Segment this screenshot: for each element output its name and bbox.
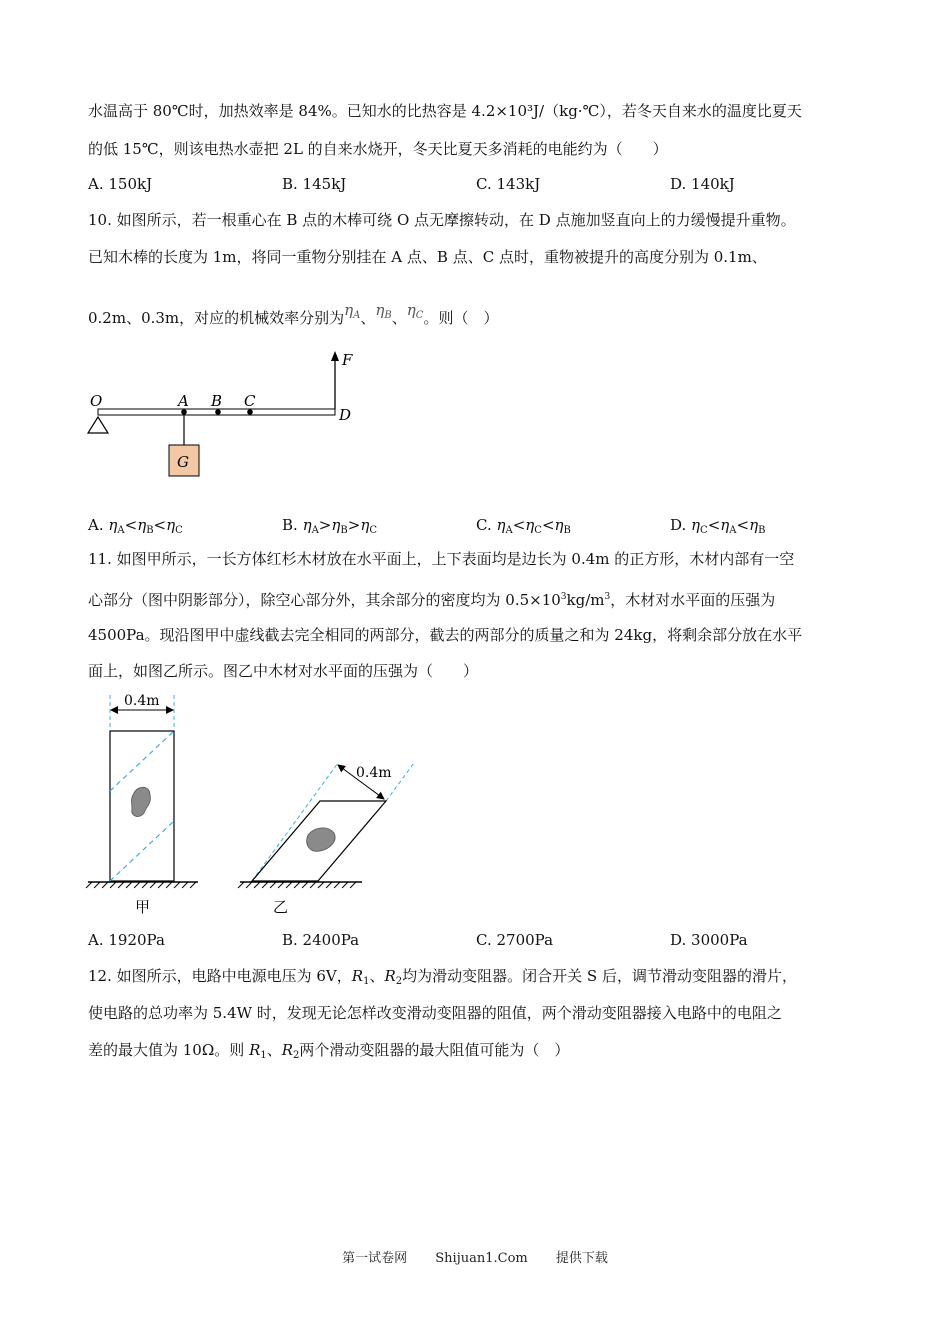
eta-a-symbol: $\eta_A$ bbox=[344, 301, 361, 321]
q10-option-a: A. $\eta_A<\eta_B<\eta_C$ bbox=[88, 516, 183, 536]
point-b bbox=[215, 409, 221, 415]
timber-figure bbox=[80, 685, 420, 920]
label-yi: 乙 bbox=[273, 898, 289, 916]
q10-line-3: 0.2m、0.3m，对应的机械效率分别为$\eta_A$、$\eta_B$、$\eta_C$。则（ ） bbox=[88, 301, 499, 327]
force-arrowhead bbox=[331, 351, 339, 361]
q9-line-2: 的低 15℃，则该电热水壶把 2L 的自来水烧开，冬天比夏天多消耗的电能约为（ ） bbox=[88, 140, 668, 158]
q11-option-c: C. 2700Pa bbox=[476, 931, 554, 949]
q9-option-a: A. 150kJ bbox=[88, 175, 153, 193]
q11-line-1: 11. 如图甲所示，一长方体红杉木材放在水平面上，上下表面均是边长为 0.4m 的正方形，木材内部有一空 bbox=[88, 550, 795, 568]
footer-download-text: 提供下载 bbox=[555, 1251, 608, 1266]
q12-line-1: 12. 如图所示，电路中电源电压为 6V，$R_1$、$R_2$均为滑动变阻器。闭合开关 S 后，调节滑动变阻器的滑片， bbox=[88, 967, 797, 987]
lever-figure bbox=[80, 345, 380, 485]
q12-line-3: 差的最大值为 10Ω。则 $R_1$、$R_2$两个滑动变阻器的最大阻值可能为（ ） bbox=[88, 1041, 570, 1061]
q11-line-2: 心部分（图中阴影部分），除空心部分外，其余部分的密度均为 $0.5\times 10^3kg/m^3$，木材对水平面的压强为 bbox=[88, 591, 776, 609]
q9-option-d: D. 140kJ bbox=[670, 175, 735, 193]
label-g: G bbox=[177, 453, 189, 471]
ground-hatch-jia bbox=[86, 882, 196, 888]
label-o: O bbox=[90, 392, 103, 410]
q12-line-2: 使电路的总功率为 5.4W 时，发现无论怎样改变滑动变阻器的阻值，两个滑动变阻器接入电路中的电阻之 bbox=[88, 1004, 782, 1022]
label-jia: 甲 bbox=[135, 898, 151, 916]
dim-label-yi: 0.4m bbox=[356, 765, 392, 781]
q11-option-d: D. 3000Pa bbox=[670, 931, 748, 949]
pivot-triangle bbox=[88, 417, 108, 433]
point-c bbox=[247, 409, 253, 415]
footer-site-name: 第一试卷网 bbox=[342, 1251, 408, 1266]
ground-hatch-yi bbox=[238, 882, 356, 888]
eta-c-symbol: $\eta_C$ bbox=[406, 301, 424, 321]
label-d: D bbox=[339, 406, 352, 424]
q10-option-b: B. $\eta_A>\eta_B>\eta_C$ bbox=[282, 516, 377, 536]
q10-line-2: 已知木棒的长度为 1m，将同一重物分别挂在 A 点、B 点、C 点时，重物被提升的高度分别为 0.1m、 bbox=[88, 248, 767, 266]
q9-option-c: C. 143kJ bbox=[476, 175, 541, 193]
q9-option-b: B. 145kJ bbox=[282, 175, 347, 193]
q10-option-c: C. $\eta_A<\eta_C<\eta_B$ bbox=[476, 516, 571, 536]
q11-line-4: 面上，如图乙所示。图乙中木材对水平面的压强为（ ） bbox=[88, 662, 479, 680]
dim-label-jia: 0.4m bbox=[124, 693, 160, 709]
label-a: A bbox=[178, 392, 189, 410]
q11-option-b: B. 2400Pa bbox=[282, 931, 360, 949]
label-f: F bbox=[342, 351, 353, 369]
point-a bbox=[181, 409, 187, 415]
q9-line-1: 水温高于 80℃时，加热效率是 84%。已知水的比热容是 4.2×10³J/（kg·℃），若冬天自来水的温度比夏天 bbox=[88, 102, 802, 120]
label-b: B bbox=[211, 392, 223, 410]
q10-line-1: 10. 如图所示，若一根重心在 B 点的木棒可绕 O 点无摩擦转动，在 D 点施加竖直向上的力缓慢提升重物。 bbox=[88, 211, 796, 229]
q10-option-d: D. $\eta_C<\eta_A<\eta_B$ bbox=[670, 516, 766, 536]
footer-site-domain: Shijuan1.Com bbox=[435, 1251, 528, 1266]
q11-option-a: A. 1920Pa bbox=[88, 931, 165, 949]
label-c: C bbox=[244, 392, 256, 410]
page-footer bbox=[0, 1247, 950, 1266]
q10-line-3-text: 0.2m、0.3m，对应的机械效率分别为 bbox=[88, 309, 345, 327]
eta-b-symbol: $\eta_B$ bbox=[375, 301, 392, 321]
q11-line-3: 4500Pa。现沿图甲中虚线截去完全相同的两部分，截去的两部分的质量之和为 24kg，将剩余部分放在水平 bbox=[88, 626, 803, 644]
